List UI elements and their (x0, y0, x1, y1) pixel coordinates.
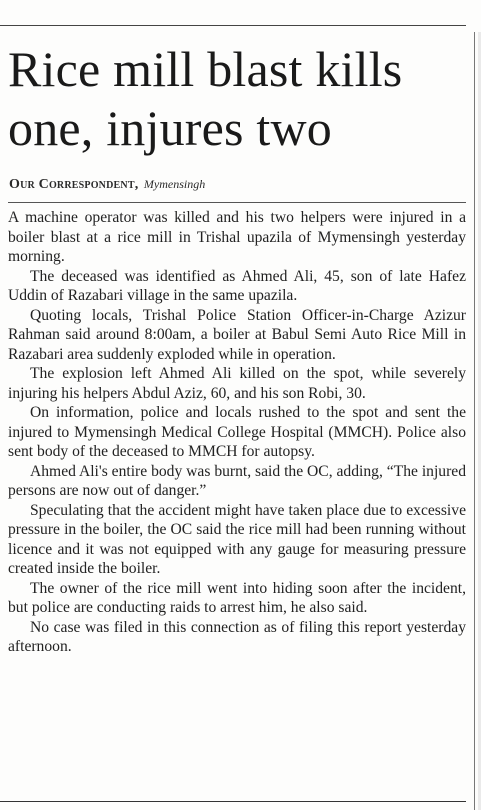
paragraph: On information, police and locals rushed to the spot and sent the injured to Mymensingh Medical College Hospital (MMCH). Police also sent body of the deceased to MMCH for autopsy. (8, 404, 466, 460)
bottom-divider (0, 801, 466, 802)
paragraph: No case was filed in this connection as of filing this report yesterday afternoon. (8, 618, 466, 655)
byline (9, 177, 469, 193)
paragraph: The owner of the rice mill went into hiding soon after the incident, but police are conducting raids to arrest him, he also said. (8, 579, 466, 616)
paragraph: The explosion left Ahmed Ali killed on the spot, while severely injuring his helpers Abdul Aziz, 60, and his son Robi, 30. (8, 365, 466, 402)
byline-place: Mymensingh (143, 177, 206, 191)
column-divider (474, 32, 475, 810)
paragraph: Ahmed Ali's entire body was burnt, said the OC, adding, “The injured persons are now out of danger.” (8, 462, 466, 499)
byline-name: Our Correspondent, (9, 177, 139, 192)
headline: Rice mill blast kills one, injures two (8, 41, 403, 156)
paragraph: Quoting locals, Trishal Police Station Officer-in-Charge Azizur Rahman said around 8:00am, a boiler at Babul Semi Auto Rice Mill in Razabari area suddenly exploded while in operation. (8, 306, 466, 363)
paragraph: Speculating that the accident might have taken place due to excessive pressure in the boiler, the OC said the rice mill had been running without licence and it was not equipped with any gauge for measuring pressure created inside the boiler. (8, 501, 466, 577)
article-body (8, 208, 466, 657)
byline-divider (8, 202, 466, 203)
top-divider (0, 25, 466, 26)
paragraph: A machine operator was killed and his two helpers were injured in a boiler blast at a rice mill in Trishal upazila of Mymensingh yesterday morning. (8, 209, 466, 265)
paragraph: The deceased was identified as Ahmed Ali, 45, son of late Hafez Uddin of Razabari village in the same upazila. (8, 267, 466, 304)
